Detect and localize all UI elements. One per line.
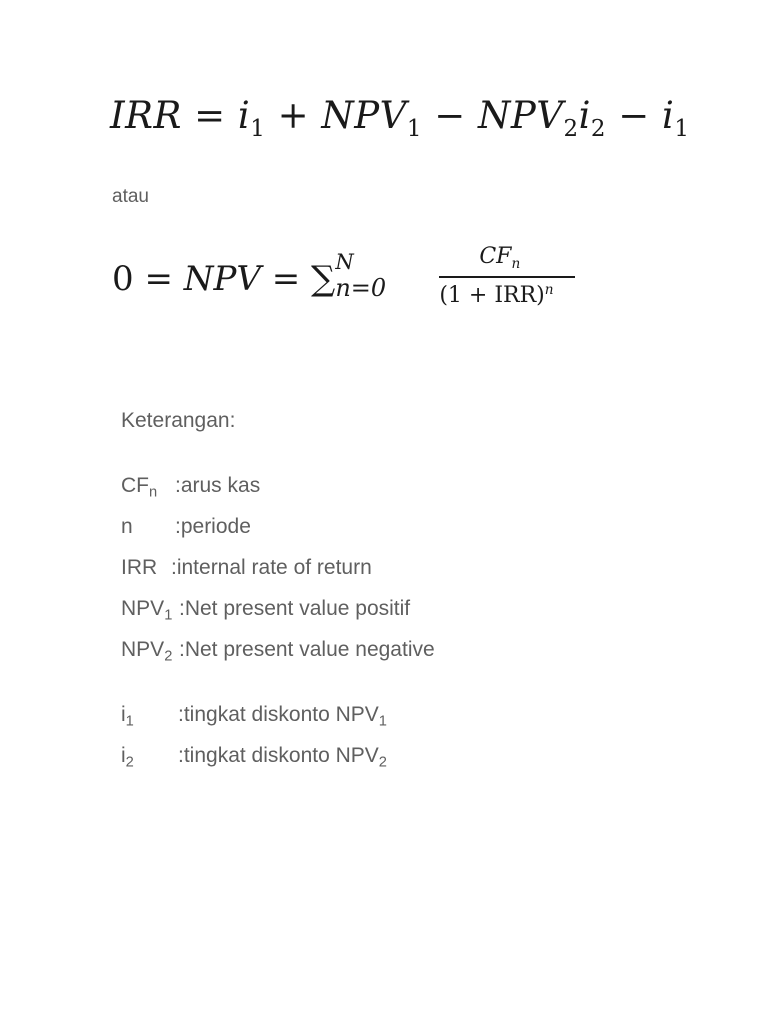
sum-upper-limit: N [335, 250, 354, 274]
fraction-numerator: $CF_n$ [479, 244, 521, 272]
zero: 0 [112, 259, 134, 299]
irr-symbol: IRR [110, 94, 182, 137]
equals-sign: = [260, 259, 312, 299]
minus-sign: − [606, 94, 663, 137]
legend-term: $NPV_1$ [121, 597, 173, 624]
legend-desc: :Net present value negative [179, 638, 435, 661]
npv-formula [112, 246, 575, 316]
sum-lower-limit: n=0 [335, 274, 387, 302]
fraction-bar [439, 276, 575, 278]
legend-item [121, 515, 251, 541]
legend-term: $NPV_2$ [121, 638, 173, 665]
subscript-2: 2 [590, 116, 606, 143]
sum-limits [335, 250, 429, 302]
equals-sign: = [181, 94, 238, 137]
legend-term: $i_1$ [121, 703, 134, 730]
legend-desc: :Net present value positif [179, 597, 411, 620]
equals-sign: = [133, 259, 184, 299]
connector-text: atau [112, 186, 149, 207]
legend-term: IRR [121, 556, 158, 579]
plus-sign: + [265, 94, 322, 137]
npv-symbol: NPV [321, 94, 407, 137]
subscript-1: 1 [250, 116, 266, 143]
legend-term: n [121, 515, 133, 538]
legend-term: $i_2$ [121, 744, 134, 771]
subscript-1: 1 [406, 116, 422, 143]
npv-symbol: NPV [477, 94, 564, 137]
i-symbol: i [662, 94, 675, 137]
legend-term: $CF_n$ [121, 474, 158, 501]
legend-desc: :periode [175, 515, 251, 538]
irr-formula [110, 94, 689, 142]
sum-symbol: ∑ [311, 259, 336, 299]
legend-item [121, 638, 435, 665]
subscript-1: 1 [674, 116, 690, 143]
legend-item [121, 474, 261, 501]
i-symbol: i [237, 94, 251, 137]
legend-item [121, 556, 372, 582]
legend-item [121, 597, 411, 624]
subscript-2: 2 [563, 116, 579, 143]
legend-desc: :internal rate of return [171, 556, 372, 579]
legend-heading: Keterangan: [121, 409, 236, 432]
minus-sign: − [421, 94, 478, 137]
legend-desc: :tingkat diskonto $NPV_2$ [178, 744, 387, 771]
legend-item [121, 703, 387, 730]
legend-desc: :tingkat diskonto $NPV_1$ [178, 703, 387, 730]
npv-symbol: NPV [183, 259, 261, 299]
legend-item [121, 744, 387, 771]
fraction [439, 246, 575, 316]
fraction-denominator: (1 + IRR)$^n$ [439, 282, 554, 309]
legend-desc: :arus kas [175, 474, 261, 497]
i-symbol: i [578, 94, 591, 137]
